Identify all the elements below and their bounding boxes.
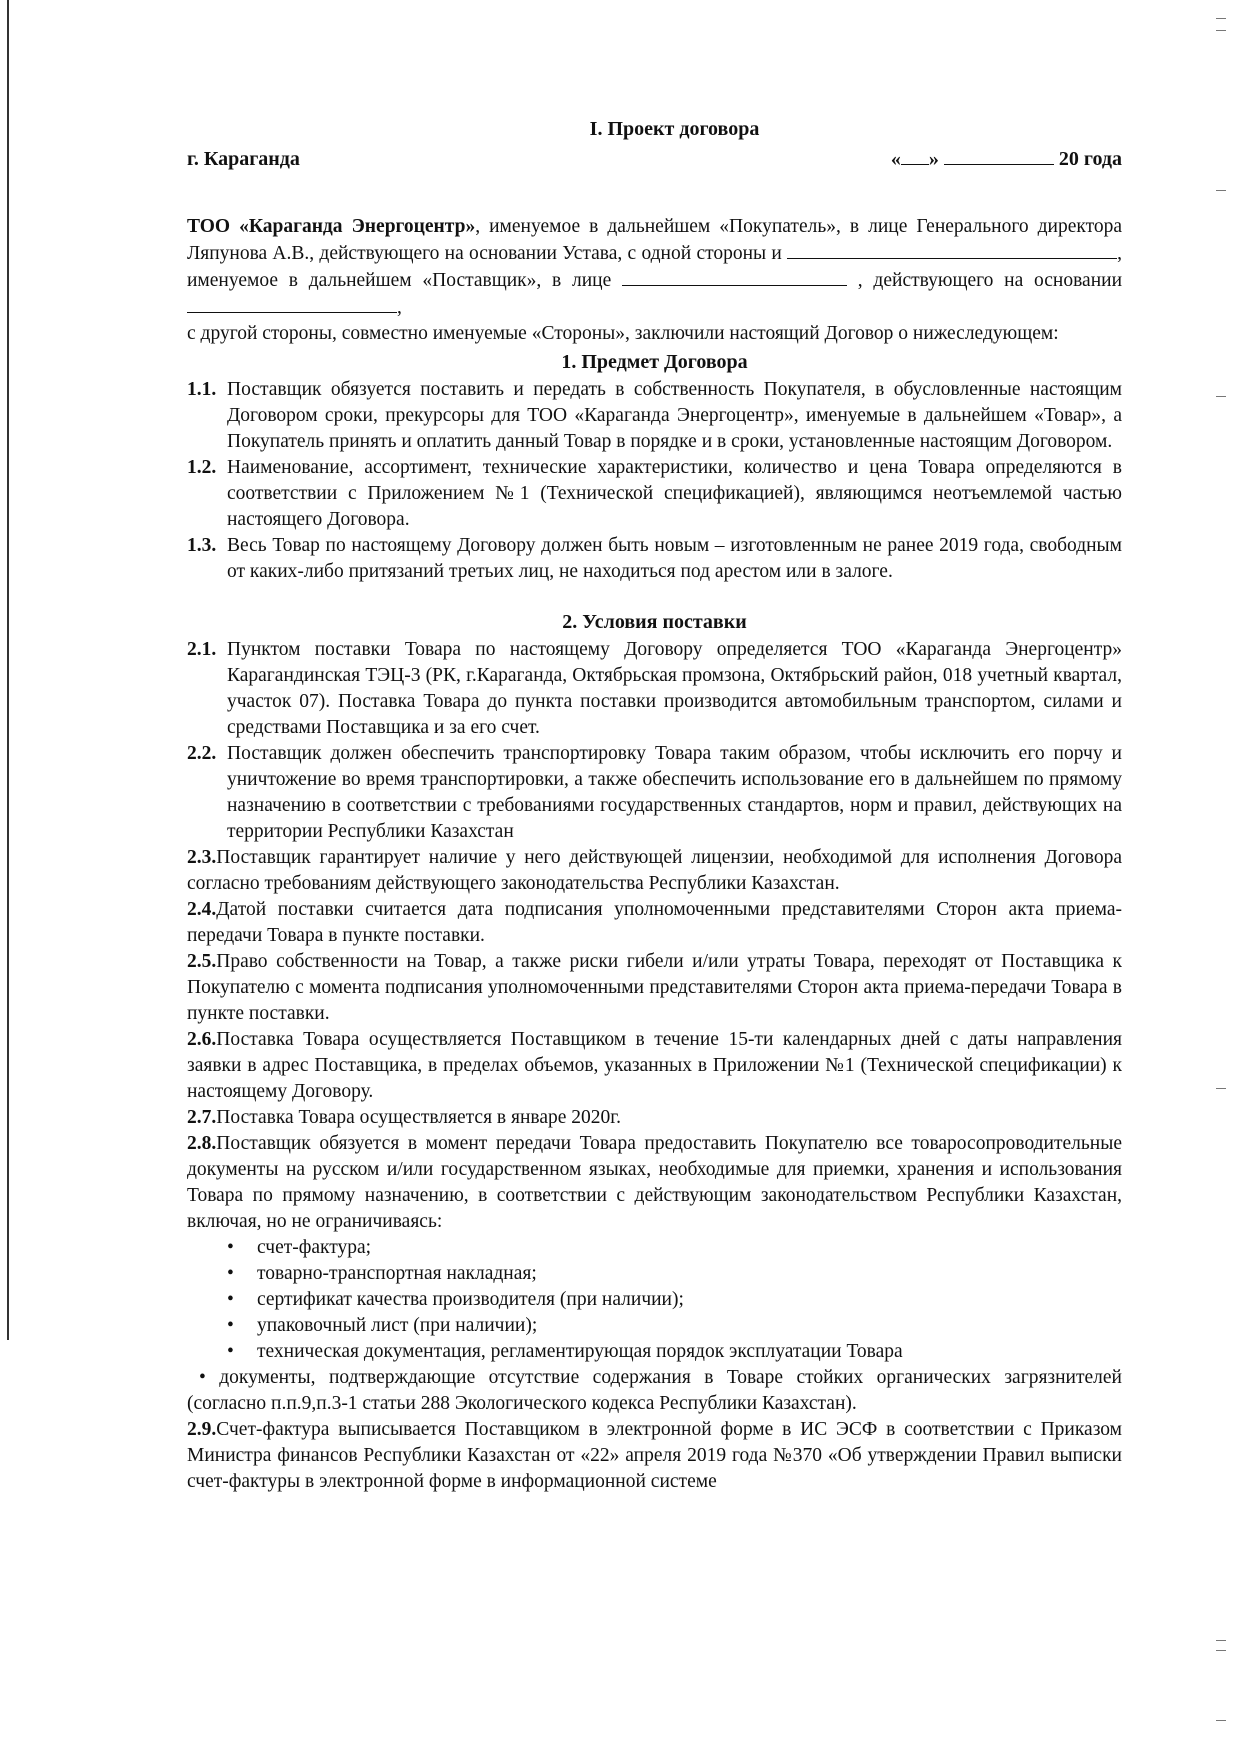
date-month-blank bbox=[944, 146, 1054, 165]
company-name: ТОО «Караганда Энергоцентр» bbox=[187, 216, 476, 237]
clause-1-2: 1.2. Наименование, ассортимент, технические характеристики, количество и цена Товара определяются в соответствии с Приложением №1 (Технической спецификацией), являющимся неотъемлемой частью настоящего Договора. bbox=[187, 457, 1122, 530]
clause-1-3: 1.3. Весь Товар по настоящему Договору должен быть новым – изготовленным не ранее 2019 года, свободным от каких-либо притязаний третьих лиц, не находиться под арестом или в залоге. bbox=[187, 535, 1122, 582]
clause-2-8: 2.8.Поставщик обязуется в момент передачи Товара предоставить Покупателю все товаросопроводительные документы на русском и/или государственном языках, необходимые для приемки, хранения и использования Товара по прямому назначению, в соответствии с действующим законодательством Республики Казахстан, включая, но не ограничиваясь: bbox=[187, 1133, 1122, 1232]
scan-mark bbox=[1216, 396, 1226, 397]
scan-mark bbox=[1216, 30, 1226, 31]
supplier-name-blank bbox=[787, 240, 1117, 259]
scan-mark bbox=[1216, 1650, 1226, 1651]
preamble-paragraph-2: с другой стороны, совместно именуемые «Стороны», заключили настоящий Договор о нижеследующем: bbox=[187, 323, 1059, 344]
documents-list bbox=[187, 1235, 1122, 1365]
clause-2-1: 2.1. Пунктом поставки Товара по настоящему Договору определяется ТОО «Караганда Энергоцентр» Карагандинская ТЭЦ-3 (РК, г.Караганда, Октябрьская промзона, Октябрьский район, 018 учетный квартал, участок 07). Поставка Товара до пункта поставки производится автомобильным транспортом, силами и средствами Поставщика и за его счет. bbox=[187, 639, 1122, 738]
city-label: г. Караганда bbox=[187, 148, 300, 170]
section-2-title: 2. Условия поставки bbox=[562, 611, 747, 633]
date-line: « » 20 года bbox=[890, 148, 1122, 170]
clause-2-3: 2.3.Поставщик гарантирует наличие у него действующей лицензии, необходимой для исполнения Договора согласно требованиям действующего законодательства Республики Казахстан. bbox=[187, 847, 1122, 894]
clause-2-2: 2.2. Поставщик должен обеспечить транспортировку Товара таким образом, чтобы исключить его порчу и уничтожение во время транспортировки, а также обеспечить использование его в дальнейшем по прямому назначению в соответствии с требованиями государственных стандартов, норм и правил, действующих на территории Республики Казахстан bbox=[187, 743, 1122, 842]
clause-2-9: 2.9.Счет-фактура выписывается Поставщиком в электронной форме в ИС ЭСФ в соответствии с Приказом Министра финансов Республики Казахстан от «22» апреля 2019 года №370 «Об утверждении Правил выписки счет-фактуры в электронной форме в информационной системе bbox=[187, 1419, 1122, 1492]
list-item: • сертификат качества производителя (при наличии); bbox=[227, 1287, 1122, 1313]
list-item: • товарно-транспортная накладная; bbox=[227, 1261, 1122, 1287]
document-body bbox=[187, 116, 1122, 1495]
preamble-paragraph: ТОО «Караганда Энергоцентр», именуемое в дальнейшем «Покупатель», в лице Генерального директора Ляпунова А.В., действующего на основании Устава, с одной стороны и , именуемое в дальнейшем «Поставщик», в лице , действующего на основании , bbox=[187, 216, 1123, 318]
clause-1-1: 1.1. Поставщик обязуется поставить и передать в собственность Покупателя, в обусловленные настоящим Договором сроки, прекурсоры для ТОО «Караганда Энергоцентр», именуемые в дальнейшем «Товар», а Покупатель принять и оплатить данный Товар в порядке и в сроки, установленные настоящим Договором. bbox=[187, 379, 1122, 452]
date-day-blank bbox=[901, 146, 929, 165]
scan-mark bbox=[1216, 18, 1226, 19]
basis-blank bbox=[187, 294, 397, 313]
list-item: • техническая документация, регламентирующая порядок эксплуатации Товара bbox=[227, 1339, 1122, 1365]
scan-mark bbox=[1216, 1640, 1226, 1641]
scan-mark bbox=[1216, 1720, 1226, 1721]
date-year: 20 года bbox=[1058, 148, 1122, 170]
section-1-title: 1. Предмет Договора bbox=[561, 351, 748, 373]
scan-edge-line bbox=[7, 0, 9, 1340]
clause-2-7: 2.7.Поставка Товара осуществляется в январе 2020г. bbox=[187, 1107, 621, 1128]
list-item: • счет-фактура; bbox=[227, 1235, 1122, 1261]
scan-mark bbox=[1216, 190, 1226, 191]
clause-2-6: 2.6.Поставка Товара осуществляется Поставщиком в течение 15-ти календарных дней с даты направления заявки в адрес Поставщика, в пределах объемов, указанных в Приложении №1 (Технической спецификации) к настоящему Договору. bbox=[187, 1029, 1122, 1102]
document-title: I. Проект договора bbox=[589, 118, 760, 140]
city-date-row bbox=[187, 146, 1122, 172]
pop-documents-item: • документы, подтверждающие отсутствие содержания в Товаре стойких органических загрязнителей (согласно п.п.9,п.3-1 статьи 288 Экологического кодекса Республики Казахстан). bbox=[187, 1367, 1122, 1414]
representative-blank bbox=[622, 267, 847, 286]
clause-2-4: 2.4.Датой поставки считается дата подписания уполномоченными представителями Сторон акта приема-передачи Товара в пункте поставки. bbox=[187, 899, 1122, 946]
clause-2-5: 2.5.Право собственности на Товар, а также риски гибели и/или утраты Товара, переходят от Поставщика к Покупателю с момента подписания уполномоченными представителями Сторон акта приема-передачи Товара в пункте поставки. bbox=[187, 951, 1122, 1024]
list-item: • упаковочный лист (при наличии); bbox=[227, 1313, 1122, 1339]
scan-mark bbox=[1216, 1088, 1226, 1089]
